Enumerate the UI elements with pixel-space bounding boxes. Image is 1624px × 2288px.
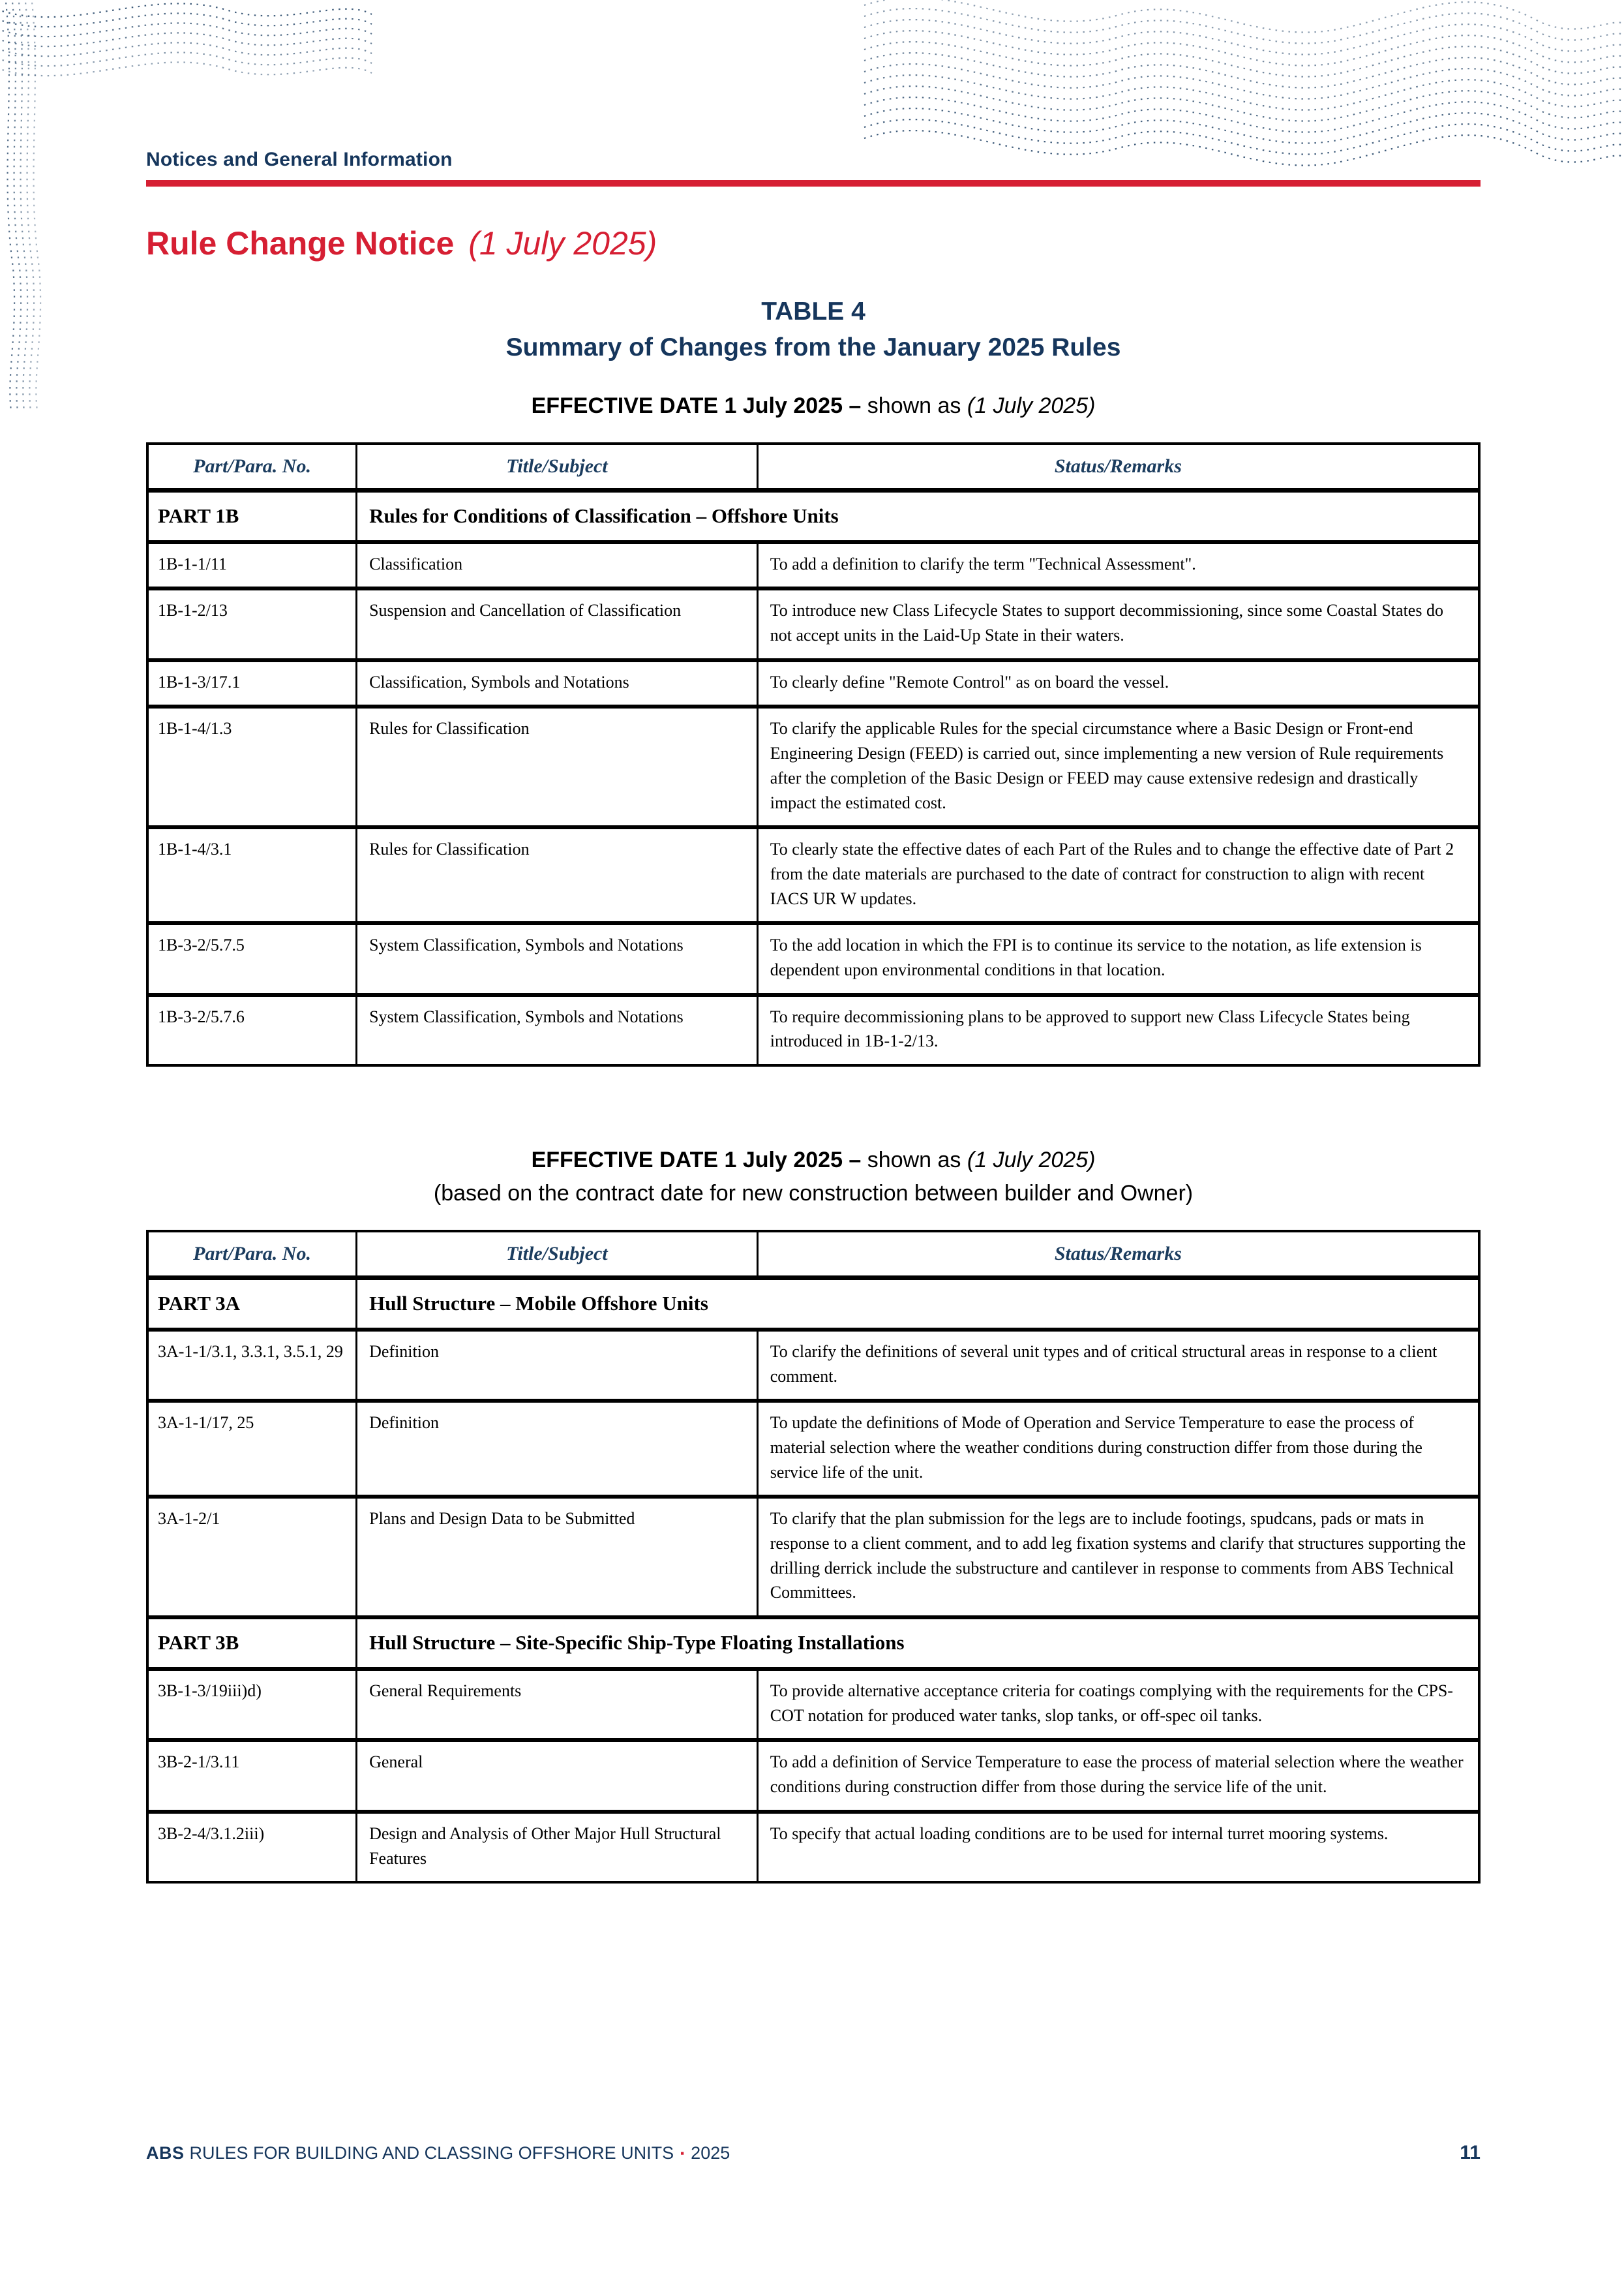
table-row xyxy=(147,1669,1479,1740)
running-header: Notices and General Information xyxy=(146,149,453,170)
page-content xyxy=(146,0,1481,1884)
table-caption-line1: TABLE 4 xyxy=(761,297,865,326)
table-row xyxy=(147,1497,1479,1617)
part-title-cell: Hull Structure – Mobile Offshore Units xyxy=(357,1278,1479,1330)
column-header: Part/Para. No. xyxy=(147,444,357,491)
footer-bullet-icon: ▪ xyxy=(680,2147,685,2159)
page-number: 11 xyxy=(1460,2142,1481,2163)
part-para-cell: 3B-2-1/3.11 xyxy=(147,1740,357,1811)
title-subject-cell: Plans and Design Data to be Submitted xyxy=(357,1497,758,1617)
part-para-cell: 1B-3-2/5.7.6 xyxy=(147,995,357,1065)
wave-line xyxy=(18,0,27,411)
part-para-cell: 3A-1-1/3.1, 3.3.1, 3.5.1, 29 xyxy=(147,1330,357,1401)
table-caption xyxy=(146,294,1481,366)
status-remarks-cell: To add a definition to clarify the term "Technical Assessment". xyxy=(757,542,1479,589)
status-remarks-cell: To introduce new Class Lifecycle States to support decommissioning, since some Coastal States do not accept units in the Laid-Up State in their waters. xyxy=(757,588,1479,660)
header-rule xyxy=(146,180,1481,187)
effective-date-regular: shown as xyxy=(867,1148,967,1172)
effective-date-italic: (1 July 2025) xyxy=(967,1148,1096,1172)
table-caption-line2: Summary of Changes from the January 2025 Rules xyxy=(505,333,1121,362)
status-remarks-cell: To require decommissioning plans to be approved to support new Class Lifecycle States being introduced in 1B-1-2/13. xyxy=(757,995,1479,1065)
footer-year: 2025 xyxy=(691,2143,730,2163)
part-label-cell: PART 3B xyxy=(147,1617,357,1669)
abs-brand: ABS xyxy=(146,2143,185,2163)
table-header-row xyxy=(147,1231,1479,1278)
column-header: Status/Remarks xyxy=(757,1231,1479,1278)
page-title xyxy=(146,224,1481,262)
part-para-cell: 1B-1-2/13 xyxy=(147,588,357,660)
title-subject-cell: Suspension and Cancellation of Classification xyxy=(357,588,758,660)
status-remarks-cell: To update the definitions of Mode of Operation and Service Temperature to ease the process of material selection where the weather conditions during construction differ from those during the service life of the unit. xyxy=(757,1401,1479,1497)
part-para-cell: 3A-1-2/1 xyxy=(147,1497,357,1617)
title-subject-cell: Rules for Classification xyxy=(357,707,758,827)
wave-line xyxy=(12,0,21,411)
effective-date-heading-2 xyxy=(146,1144,1481,1210)
status-remarks-cell: To add a definition of Service Temperature to ease the process of material selection where the weather conditions during construction differ from those during the service life of the unit. xyxy=(757,1740,1479,1811)
part-section-row xyxy=(147,1617,1479,1669)
part-para-cell: 1B-1-4/1.3 xyxy=(147,707,357,827)
table-row xyxy=(147,1812,1479,1882)
status-remarks-cell: To clarify that the plan submission for the legs are to include footings, spudcans, pads or mats in response to a client comment, and to add leg fixation systems and clarify that structures supporting the drilling derrick include the substructure and cantilever in response to comments from ABS Technical Committees. xyxy=(757,1497,1479,1617)
part-para-cell: 3A-1-1/17, 25 xyxy=(147,1401,357,1497)
effective-date-heading-1 xyxy=(146,389,1481,423)
column-header: Part/Para. No. xyxy=(147,1231,357,1278)
status-remarks-cell: To clearly define "Remote Control" as on board the vessel. xyxy=(757,660,1479,707)
wave-line xyxy=(31,0,40,411)
table-header-row xyxy=(147,444,1479,491)
part-para-cell: 3B-1-3/19iii)d) xyxy=(147,1669,357,1740)
title-subject-cell: Definition xyxy=(357,1330,758,1401)
status-remarks-cell: To clarify the applicable Rules for the special circumstance where a Basic Design or Front-end Engineering Design (FEED) is carried out, since implementing a new version of Rule requirements after the completion of the Basic Design or FEED may cause extensive redesign and drastically impact the estimated cost. xyxy=(757,707,1479,827)
effective-date-italic: (1 July 2025) xyxy=(967,393,1096,418)
title-subject-cell: Design and Analysis of Other Major Hull Structural Features xyxy=(357,1812,758,1882)
part-title-cell: Rules for Conditions of Classification – Offshore Units xyxy=(357,490,1479,541)
table-row xyxy=(147,1330,1479,1401)
column-header: Status/Remarks xyxy=(757,444,1479,491)
title-subject-cell: General xyxy=(357,1740,758,1811)
part-label-cell: PART 3A xyxy=(158,1292,241,1315)
status-remarks-cell: To provide alternative acceptance criteria for coatings complying with the requirements for the CPS-COT notation for produced water tanks, slop tanks, or off-spec oil tanks. xyxy=(757,1669,1479,1740)
title-subject-cell: Classification, Symbols and Notations xyxy=(357,660,758,707)
table-row xyxy=(147,827,1479,923)
page-title-date: (1 July 2025) xyxy=(468,225,657,262)
part-section-row xyxy=(147,490,1479,541)
part-para-cell: 1B-1-4/3.1 xyxy=(147,827,357,923)
status-remarks-cell: To clarify the definitions of several unit types and of critical structural areas in response to a client comment. xyxy=(757,1330,1479,1401)
table-row xyxy=(147,707,1479,827)
part-para-cell: 3B-2-4/3.1.2iii) xyxy=(147,1812,357,1882)
table-row xyxy=(147,995,1479,1065)
table-row xyxy=(147,542,1479,589)
table-row xyxy=(147,1740,1479,1811)
part-label-cell: PART 1B xyxy=(158,504,239,527)
part-para-cell: 1B-1-1/11 xyxy=(147,542,357,589)
status-remarks-cell: To specify that actual loading conditions are to be used for internal turret mooring systems. xyxy=(757,1812,1479,1882)
effective-date-note: (based on the contract date for new construction between builder and Owner) xyxy=(433,1181,1194,1206)
wave-line xyxy=(25,0,34,411)
title-subject-cell: Classification xyxy=(357,542,758,589)
part-para-cell: 1B-1-3/17.1 xyxy=(147,660,357,707)
table-row xyxy=(147,588,1479,660)
rule-changes-table-1 xyxy=(146,442,1481,1067)
page-title-text: Rule Change Notice xyxy=(146,225,455,262)
effective-date-bold: EFFECTIVE DATE 1 July 2025 – xyxy=(531,393,862,418)
page-footer xyxy=(146,2142,1481,2164)
title-subject-cell: General Requirements xyxy=(357,1669,758,1740)
effective-date-bold: EFFECTIVE DATE 1 July 2025 – xyxy=(531,1148,862,1172)
table-row xyxy=(147,660,1479,707)
wave-line xyxy=(5,0,14,411)
table-row xyxy=(147,1401,1479,1497)
footer-title: RULES FOR BUILDING AND CLASSING OFFSHORE UNITS xyxy=(189,2143,674,2163)
part-para-cell: 1B-3-2/5.7.5 xyxy=(147,923,357,994)
status-remarks-cell: To clearly state the effective dates of each Part of the Rules and to change the effective date of Part 2 from the date materials are purchased to the date of contract for construction to align with recent IACS UR W updates. xyxy=(757,827,1479,923)
status-remarks-cell: To the add location in which the FPI is to continue its service to the notation, as life extension is dependent upon environmental conditions in that location. xyxy=(757,923,1479,994)
footer-left xyxy=(146,2143,730,2163)
title-subject-cell: System Classification, Symbols and Notations xyxy=(357,923,758,994)
effective-date-line xyxy=(146,1144,1481,1177)
title-subject-cell: System Classification, Symbols and Notations xyxy=(357,995,758,1065)
part-section-row xyxy=(147,1278,1479,1330)
title-subject-cell: Rules for Classification xyxy=(357,827,758,923)
effective-date-regular: shown as xyxy=(867,393,967,418)
column-header: Title/Subject xyxy=(357,444,758,491)
table-row xyxy=(147,923,1479,994)
title-subject-cell: Definition xyxy=(357,1401,758,1497)
column-header: Title/Subject xyxy=(357,1231,758,1278)
rule-changes-table-2 xyxy=(146,1230,1481,1884)
part-title-cell: Hull Structure – Site-Specific Ship-Type Floating Installations xyxy=(357,1617,1479,1669)
